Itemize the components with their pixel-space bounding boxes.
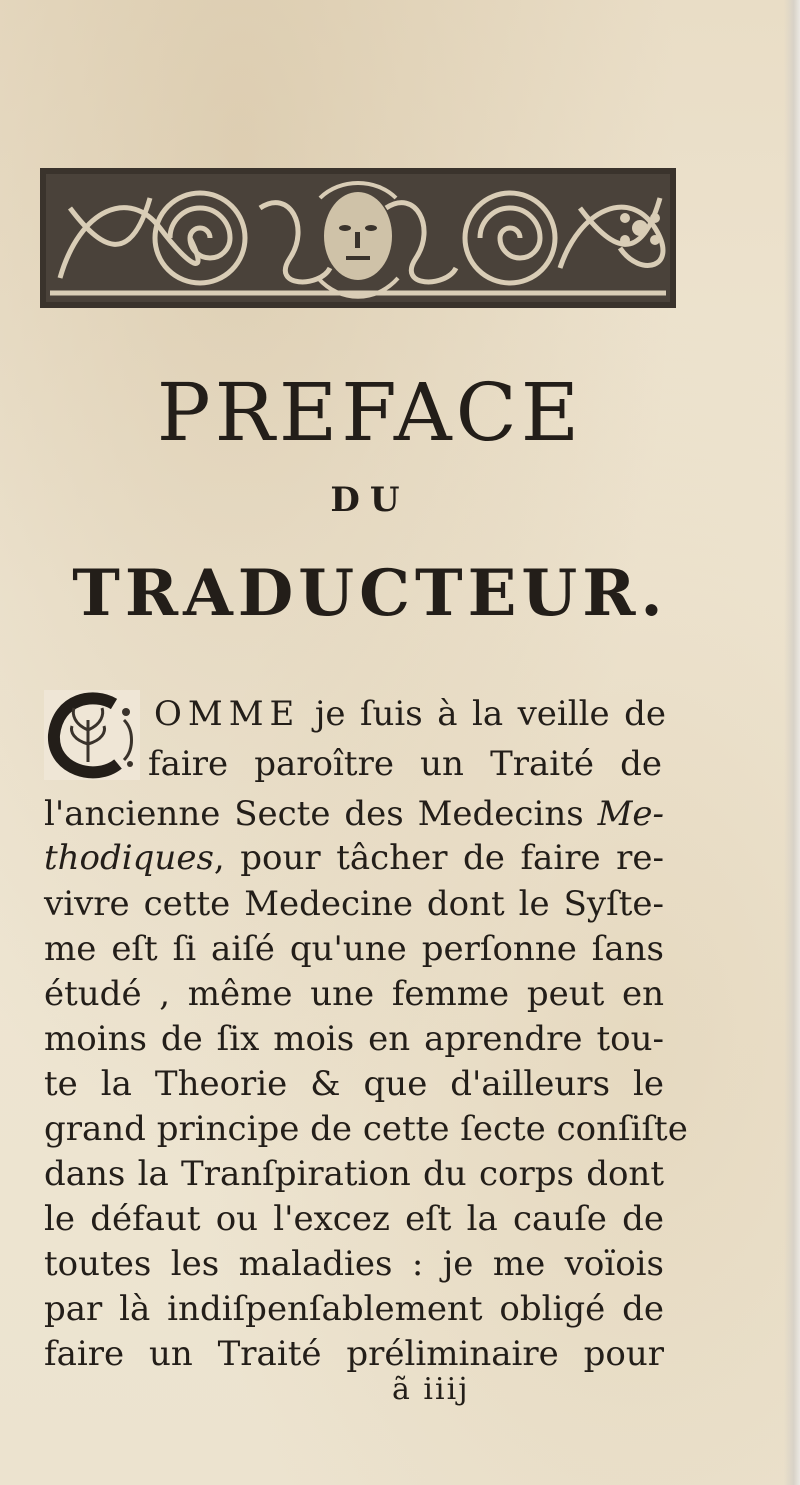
- text-line-8: moins de ſix mois en aprendre tou-: [44, 1019, 664, 1059]
- page-edge: [784, 0, 800, 1485]
- line-3-italic: Me-: [597, 794, 664, 834]
- ornament-headpiece-icon: [40, 168, 676, 308]
- title-preface: PREFACE: [156, 366, 584, 459]
- line-4-italic: thodiques: [44, 838, 214, 878]
- text-line-5: vivre cette Medecine dont le Syſte-: [44, 884, 664, 924]
- line-1-text: je ſuis à la veille de: [314, 694, 666, 734]
- decorated-initial-c-icon: [44, 690, 140, 780]
- text-line-11: dans la Tranſpiration du corps dont: [44, 1154, 664, 1194]
- signature-mark: ã iiij: [392, 1372, 470, 1407]
- text-line-4: [44, 838, 664, 878]
- line-4-text: , pour tâcher de faire re-: [213, 838, 664, 878]
- line-3-text: l'ancienne Secte des Medecins: [44, 794, 584, 834]
- text-line-3: [44, 794, 664, 834]
- text-line-12: le défaut ou l'excez eſt la cauſe de: [44, 1199, 664, 1239]
- text-line-10: grand principe de cette ſecte conſiſte: [44, 1109, 688, 1149]
- text-line-7: étudé , même une femme peut en: [44, 974, 664, 1014]
- title-du: DU: [330, 480, 410, 520]
- text-line-9: te la Theorie & que d'ailleurs le: [44, 1064, 664, 1104]
- text-line-13: toutes les maladies : je me voïois: [44, 1244, 664, 1284]
- text-line-14: par là indiſpenſablement obligé de: [44, 1289, 664, 1329]
- opening-word: OMME: [154, 694, 301, 734]
- text-line-1: [154, 694, 666, 734]
- text-line-6: me eſt ſi aiſé qu'une perſonne ſans: [44, 929, 664, 969]
- text-line-15: faire un Traité préliminaire pour: [44, 1334, 664, 1374]
- title-traducteur: TRADUCTEUR.: [72, 556, 668, 631]
- text-line-2: faire paroître un Traité de: [148, 744, 662, 784]
